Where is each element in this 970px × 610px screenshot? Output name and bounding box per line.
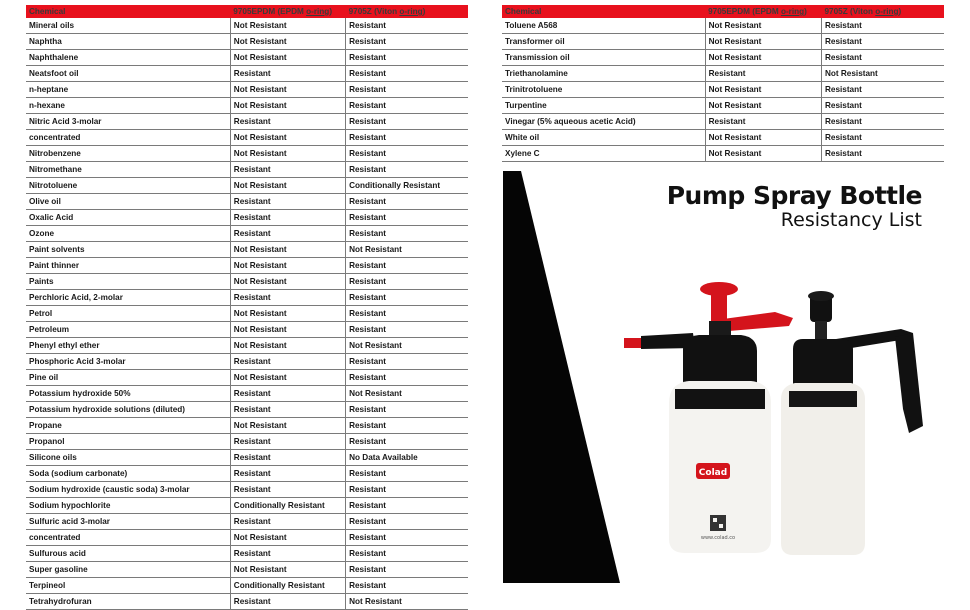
epdm-resistance-cell: Not Resistant	[230, 258, 345, 274]
viton-resistance-cell: Resistant	[346, 98, 468, 114]
table-row	[26, 130, 468, 146]
epdm-resistance-cell: Resistant	[230, 466, 345, 482]
table-row	[26, 434, 468, 450]
viton-resistance-cell: Not Resistant	[346, 594, 468, 610]
viton-resistance-cell: Resistant	[346, 370, 468, 386]
table-row	[26, 354, 468, 370]
table-row	[26, 50, 468, 66]
epdm-resistance-cell: Not Resistant	[230, 322, 345, 338]
chemical-cell: Phosphoric Acid 3-molar	[26, 354, 230, 370]
chemical-cell: Triethanolamine	[502, 66, 705, 82]
header-epdm: 9705EPDM (EPDM o-ring)	[230, 5, 345, 18]
chemical-cell: Nitromethane	[26, 162, 230, 178]
chemical-cell: concentrated	[26, 130, 230, 146]
epdm-resistance-cell: Resistant	[705, 114, 821, 130]
epdm-resistance-cell: Resistant	[230, 482, 345, 498]
chemical-cell: Naphthalene	[26, 50, 230, 66]
viton-resistance-cell: Resistant	[821, 130, 944, 146]
chemical-cell: Silicone oils	[26, 450, 230, 466]
chemical-cell: Vinegar (5% aqueous acetic Acid)	[502, 114, 705, 130]
epdm-resistance-cell: Resistant	[230, 514, 345, 530]
epdm-resistance-cell: Not Resistant	[230, 418, 345, 434]
table-row	[26, 338, 468, 354]
chemical-cell: Neatsfoot oil	[26, 66, 230, 82]
chemical-cell: Propane	[26, 418, 230, 434]
viton-resistance-cell: Resistant	[821, 50, 944, 66]
epdm-resistance-cell: Not Resistant	[705, 130, 821, 146]
epdm-resistance-cell: Not Resistant	[230, 50, 345, 66]
table-row	[26, 290, 468, 306]
table-row	[502, 130, 944, 146]
table-row	[26, 34, 468, 50]
table-row	[26, 466, 468, 482]
viton-resistance-cell: Resistant	[346, 402, 468, 418]
table-row	[26, 450, 468, 466]
table-row	[502, 114, 944, 130]
header-viton: 9705Z (Viton o-ring)	[821, 5, 944, 18]
viton-resistance-cell: Resistant	[346, 434, 468, 450]
chemical-cell: Terpineol	[26, 578, 230, 594]
viton-resistance-cell: Resistant	[821, 146, 944, 162]
bottle-url-text: www.colad.co	[700, 535, 736, 541]
viton-resistance-cell: Conditionally Resistant	[346, 178, 468, 194]
epdm-resistance-cell: Not Resistant	[230, 82, 345, 98]
epdm-resistance-cell: Resistant	[230, 402, 345, 418]
viton-resistance-cell: Resistant	[346, 290, 468, 306]
chemical-cell: Paint solvents	[26, 242, 230, 258]
chemical-cell: Propanol	[26, 434, 230, 450]
epdm-resistance-cell: Not Resistant	[230, 306, 345, 322]
epdm-resistance-cell: Not Resistant	[705, 146, 821, 162]
epdm-resistance-cell: Conditionally Resistant	[230, 578, 345, 594]
table-row	[502, 82, 944, 98]
chemical-cell: Perchloric Acid, 2-molar	[26, 290, 230, 306]
epdm-resistance-cell: Not Resistant	[705, 50, 821, 66]
header-chemical: Chemical	[26, 5, 230, 18]
chemical-cell: Transmission oil	[502, 50, 705, 66]
viton-resistance-cell: Not Resistant	[346, 338, 468, 354]
viton-resistance-cell: Resistant	[346, 226, 468, 242]
table-row	[26, 274, 468, 290]
epdm-resistance-cell: Not Resistant	[230, 562, 345, 578]
epdm-resistance-cell: Not Resistant	[230, 98, 345, 114]
viton-resistance-cell: Resistant	[346, 578, 468, 594]
table-row	[502, 66, 944, 82]
table-row	[26, 322, 468, 338]
table-row	[26, 98, 468, 114]
viton-resistance-cell: Resistant	[346, 322, 468, 338]
table-row	[26, 226, 468, 242]
viton-resistance-cell: Not Resistant	[821, 66, 944, 82]
table-row	[26, 18, 468, 34]
header-viton: 9705Z (Viton o-ring)	[346, 5, 468, 18]
epdm-resistance-cell: Resistant	[230, 594, 345, 610]
chemical-cell: Paints	[26, 274, 230, 290]
epdm-resistance-cell: Not Resistant	[705, 98, 821, 114]
table-row	[26, 482, 468, 498]
epdm-resistance-cell: Not Resistant	[230, 242, 345, 258]
viton-resistance-cell: Resistant	[346, 130, 468, 146]
viton-resistance-cell: Resistant	[346, 194, 468, 210]
epdm-resistance-cell: Resistant	[230, 434, 345, 450]
bottle-logo-text: Colad	[698, 468, 728, 478]
table-row	[26, 386, 468, 402]
chemical-cell: Super gasoline	[26, 562, 230, 578]
chemical-cell: n-heptane	[26, 82, 230, 98]
viton-resistance-cell: Not Resistant	[346, 242, 468, 258]
chemical-cell: Soda (sodium carbonate)	[26, 466, 230, 482]
epdm-resistance-cell: Resistant	[230, 290, 345, 306]
viton-resistance-cell: Resistant	[346, 418, 468, 434]
viton-resistance-cell: Resistant	[346, 34, 468, 50]
chemical-cell: White oil	[502, 130, 705, 146]
bottle-right	[781, 291, 923, 555]
viton-resistance-cell: Resistant	[346, 146, 468, 162]
table-row	[26, 594, 468, 610]
chemical-cell: Ozone	[26, 226, 230, 242]
viton-resistance-cell: Resistant	[346, 466, 468, 482]
table-row	[26, 370, 468, 386]
chemical-cell: Nitric Acid 3-molar	[26, 114, 230, 130]
chemical-cell: Potassium hydroxide 50%	[26, 386, 230, 402]
chemical-cell: Transformer oil	[502, 34, 705, 50]
viton-resistance-cell: Resistant	[346, 82, 468, 98]
table-row	[26, 562, 468, 578]
epdm-resistance-cell: Not Resistant	[230, 530, 345, 546]
black-wedge-shape	[503, 171, 620, 583]
viton-resistance-cell: Resistant	[346, 18, 468, 34]
chemical-cell: Xylene C	[502, 146, 705, 162]
table-row	[26, 418, 468, 434]
table-row	[26, 242, 468, 258]
table-row	[26, 82, 468, 98]
chemical-cell: concentrated	[26, 530, 230, 546]
table-header-row	[26, 5, 468, 18]
chemical-cell: Paint thinner	[26, 258, 230, 274]
table-row	[26, 530, 468, 546]
viton-resistance-cell: Resistant	[821, 34, 944, 50]
table-row	[502, 98, 944, 114]
chemical-cell: Oxalic Acid	[26, 210, 230, 226]
viton-resistance-cell: Resistant	[346, 274, 468, 290]
brochure-title: Pump Spray Bottle	[666, 181, 922, 210]
table-row	[502, 34, 944, 50]
table-row	[26, 146, 468, 162]
brochure-subtitle: Resistancy List	[780, 209, 922, 231]
chemical-cell: Pine oil	[26, 370, 230, 386]
table-row	[26, 114, 468, 130]
epdm-resistance-cell: Resistant	[705, 66, 821, 82]
resistancy-table-left	[26, 5, 468, 610]
epdm-resistance-cell: Resistant	[230, 194, 345, 210]
table-body-left	[26, 18, 468, 610]
epdm-resistance-cell: Resistant	[230, 66, 345, 82]
chemical-cell: Nitrotoluene	[26, 178, 230, 194]
epdm-resistance-cell: Resistant	[230, 450, 345, 466]
epdm-resistance-cell: Not Resistant	[230, 130, 345, 146]
table-row	[26, 402, 468, 418]
chemical-cell: Petroleum	[26, 322, 230, 338]
chemical-cell: Toluene A568	[502, 18, 705, 34]
epdm-resistance-cell: Resistant	[230, 386, 345, 402]
table-row	[26, 162, 468, 178]
chemical-cell: Sulfurous acid	[26, 546, 230, 562]
epdm-resistance-cell: Not Resistant	[230, 18, 345, 34]
viton-resistance-cell: Resistant	[346, 514, 468, 530]
product-illustration	[503, 171, 943, 587]
viton-resistance-cell: Resistant	[346, 530, 468, 546]
viton-resistance-cell: Resistant	[346, 498, 468, 514]
epdm-resistance-cell: Resistant	[230, 226, 345, 242]
chemical-cell: Naphtha	[26, 34, 230, 50]
viton-resistance-cell: Resistant	[346, 114, 468, 130]
viton-resistance-cell: Resistant	[821, 114, 944, 130]
table-row	[26, 546, 468, 562]
chemical-cell: Turpentine	[502, 98, 705, 114]
bottle-left	[624, 282, 793, 553]
table-row	[26, 258, 468, 274]
viton-resistance-cell: Resistant	[346, 210, 468, 226]
epdm-resistance-cell: Resistant	[230, 210, 345, 226]
viton-resistance-cell: Resistant	[346, 354, 468, 370]
epdm-resistance-cell: Not Resistant	[230, 338, 345, 354]
chemical-cell: Olive oil	[26, 194, 230, 210]
viton-resistance-cell: Resistant	[821, 98, 944, 114]
epdm-resistance-cell: Not Resistant	[230, 178, 345, 194]
table-header-row	[502, 5, 944, 18]
epdm-resistance-cell: Not Resistant	[230, 370, 345, 386]
viton-resistance-cell: Resistant	[346, 306, 468, 322]
viton-resistance-cell: Resistant	[346, 546, 468, 562]
viton-resistance-cell: Resistant	[821, 82, 944, 98]
epdm-resistance-cell: Resistant	[230, 114, 345, 130]
chemical-cell: Trinitrotoluene	[502, 82, 705, 98]
table-row	[26, 210, 468, 226]
chemical-cell: Potassium hydroxide solutions (diluted)	[26, 402, 230, 418]
chemical-cell: Sodium hypochlorite	[26, 498, 230, 514]
table-row	[26, 514, 468, 530]
epdm-resistance-cell: Not Resistant	[705, 34, 821, 50]
table-row	[26, 578, 468, 594]
chemical-cell: n-hexane	[26, 98, 230, 114]
viton-resistance-cell: Not Resistant	[346, 386, 468, 402]
table-row	[26, 194, 468, 210]
viton-resistance-cell: Resistant	[346, 258, 468, 274]
header-epdm: 9705EPDM (EPDM o-ring)	[705, 5, 821, 18]
table-row	[502, 50, 944, 66]
epdm-resistance-cell: Resistant	[230, 546, 345, 562]
table-row	[26, 498, 468, 514]
chemical-cell: Nitrobenzene	[26, 146, 230, 162]
chemical-cell: Tetrahydrofuran	[26, 594, 230, 610]
viton-resistance-cell: Resistant	[821, 18, 944, 34]
viton-resistance-cell: Resistant	[346, 66, 468, 82]
header-chemical: Chemical	[502, 5, 705, 18]
epdm-resistance-cell: Not Resistant	[705, 18, 821, 34]
resistancy-table-right	[502, 5, 944, 162]
product-panel	[503, 171, 943, 587]
table-row	[502, 146, 944, 162]
table-row	[26, 306, 468, 322]
epdm-resistance-cell: Not Resistant	[230, 274, 345, 290]
epdm-resistance-cell: Conditionally Resistant	[230, 498, 345, 514]
viton-resistance-cell: Resistant	[346, 482, 468, 498]
epdm-resistance-cell: Resistant	[230, 354, 345, 370]
chemical-cell: Sulfuric acid 3-molar	[26, 514, 230, 530]
chemical-cell: Sodium hydroxide (caustic soda) 3-molar	[26, 482, 230, 498]
epdm-resistance-cell: Not Resistant	[230, 146, 345, 162]
table-row	[26, 66, 468, 82]
chemical-cell: Phenyl ethyl ether	[26, 338, 230, 354]
table-body-right	[502, 18, 944, 162]
epdm-resistance-cell: Not Resistant	[705, 82, 821, 98]
viton-resistance-cell: Resistant	[346, 162, 468, 178]
table-row	[502, 18, 944, 34]
viton-resistance-cell: Resistant	[346, 50, 468, 66]
chemical-cell: Petrol	[26, 306, 230, 322]
epdm-resistance-cell: Resistant	[230, 162, 345, 178]
chemical-cell: Mineral oils	[26, 18, 230, 34]
viton-resistance-cell: No Data Available	[346, 450, 468, 466]
table-row	[26, 178, 468, 194]
viton-resistance-cell: Resistant	[346, 562, 468, 578]
epdm-resistance-cell: Not Resistant	[230, 34, 345, 50]
